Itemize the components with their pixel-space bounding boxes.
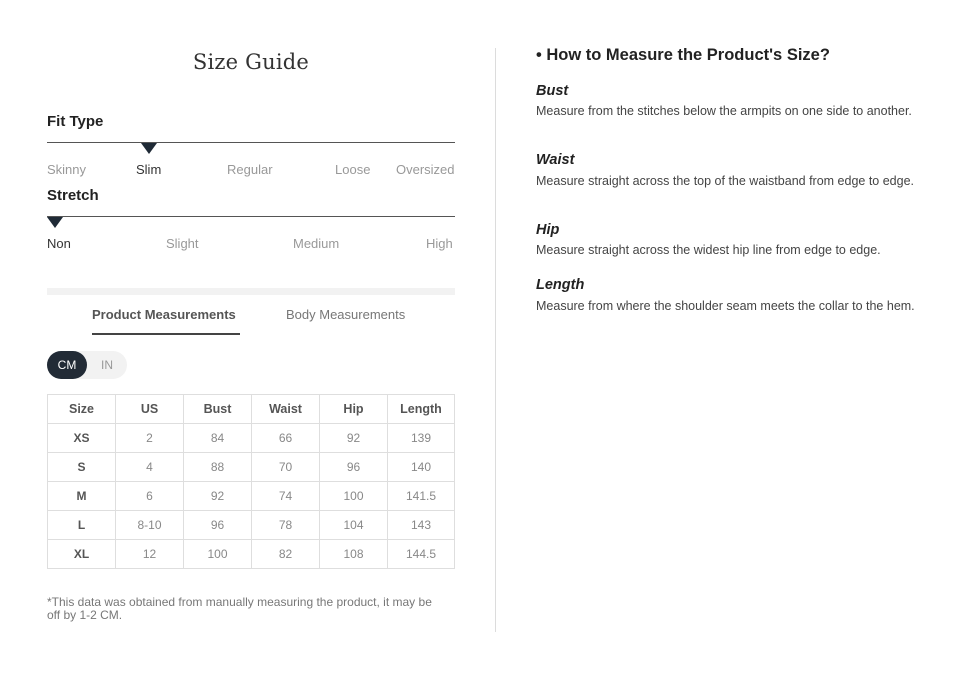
- table-row: [48, 540, 455, 569]
- stretch-label: Stretch: [47, 187, 99, 204]
- table-cell: 2: [116, 424, 184, 453]
- table-header-row: [48, 395, 455, 424]
- fit-option-oversized: Oversized: [396, 162, 455, 177]
- table-cell: 96: [184, 511, 252, 540]
- table-cell: 100: [184, 540, 252, 569]
- table-cell: 108: [320, 540, 388, 569]
- table-cell: 144.5: [388, 540, 455, 569]
- fit-option-skinny: Skinny: [47, 162, 87, 177]
- table-cell: 12: [116, 540, 184, 569]
- table-row: [48, 511, 455, 540]
- measure-length-desc: Measure from where the shoulder seam meets the collar to the hem.: [536, 299, 915, 313]
- table-cell: 82: [252, 540, 320, 569]
- table-cell: M: [48, 482, 116, 511]
- table-cell: S: [48, 453, 116, 482]
- fit-option-slim: Slim: [136, 162, 162, 177]
- measure-length-heading: Length: [536, 277, 585, 293]
- table-cell: 140: [388, 453, 455, 482]
- tab-body-measurements[interactable]: Body Measurements: [286, 307, 406, 322]
- fit-type-marker-icon: [141, 143, 157, 154]
- column-header-bust: Bust: [184, 395, 252, 424]
- table-cell: 100: [320, 482, 388, 511]
- fit-type-scale-line: [47, 142, 455, 143]
- fit-option-loose: Loose: [335, 162, 371, 177]
- tab-product-measurements[interactable]: Product Measurements: [92, 307, 236, 322]
- stretch-option-non: Non: [47, 236, 71, 251]
- column-header-hip: Hip: [320, 395, 388, 424]
- table-cell: 70: [252, 453, 320, 482]
- table-cell: 84: [184, 424, 252, 453]
- unit-cm-button[interactable]: CM: [47, 351, 87, 379]
- measurement-note: *This data was obtained from manually measuring the product, it may be off by 1-2 CM.: [47, 595, 432, 622]
- table-cell: 78: [252, 511, 320, 540]
- column-header-waist: Waist: [252, 395, 320, 424]
- table-cell: 141.5: [388, 482, 455, 511]
- table-cell: XS: [48, 424, 116, 453]
- table-cell: 92: [184, 482, 252, 511]
- column-header-length: Length: [388, 395, 455, 424]
- measure-bust-desc: Measure from the stitches below the armpits on one side to another.: [536, 104, 912, 118]
- unit-toggle: [47, 351, 127, 379]
- table-cell: 6: [116, 482, 184, 511]
- column-header-size: Size: [48, 395, 116, 424]
- stretch-option-slight: Slight: [166, 236, 199, 251]
- column-header-us: US: [116, 395, 184, 424]
- table-cell: 92: [320, 424, 388, 453]
- measure-hip-heading: Hip: [536, 222, 560, 238]
- table-cell: 4: [116, 453, 184, 482]
- stretch-marker-icon: [47, 217, 63, 228]
- active-tab-indicator: [92, 333, 240, 335]
- table-cell: L: [48, 511, 116, 540]
- fit-type-label: Fit Type: [47, 113, 104, 130]
- vertical-divider: [495, 48, 496, 632]
- table-cell: 139: [388, 424, 455, 453]
- stretch-option-medium: Medium: [293, 236, 340, 251]
- stretch-option-high: High: [426, 236, 453, 251]
- how-to-measure-title: • How to Measure the Product's Size?: [536, 46, 830, 64]
- fit-option-regular: Regular: [227, 162, 273, 177]
- table-cell: XL: [48, 540, 116, 569]
- table-cell: 143: [388, 511, 455, 540]
- table-row: [48, 453, 455, 482]
- table-row: [48, 424, 455, 453]
- table-cell: 66: [252, 424, 320, 453]
- table-cell: 74: [252, 482, 320, 511]
- unit-in-button[interactable]: IN: [101, 358, 113, 372]
- table-cell: 8-10: [116, 511, 184, 540]
- section-divider: [47, 288, 455, 295]
- table-cell: 104: [320, 511, 388, 540]
- page-title: Size Guide: [192, 50, 310, 74]
- size-table: [47, 394, 455, 569]
- measure-bust-heading: Bust: [536, 83, 569, 99]
- table-cell: 96: [320, 453, 388, 482]
- measure-waist-heading: Waist: [536, 152, 575, 168]
- stretch-scale-line: [47, 216, 455, 217]
- table-row: [48, 482, 455, 511]
- measure-hip-desc: Measure straight across the widest hip line from edge to edge.: [536, 243, 881, 257]
- measure-waist-desc: Measure straight across the top of the waistband from edge to edge.: [536, 174, 914, 188]
- table-cell: 88: [184, 453, 252, 482]
